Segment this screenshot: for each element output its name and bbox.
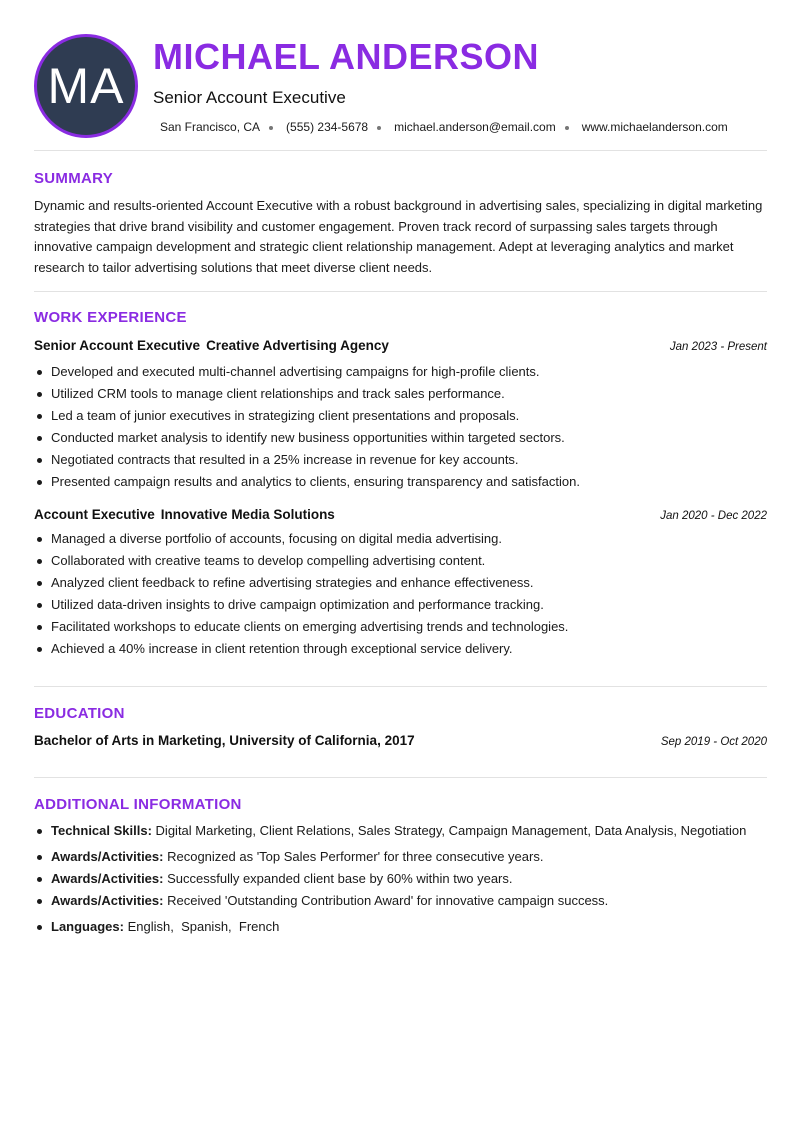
item-text: Received 'Outstanding Contribution Award' for innovative campaign success.: [167, 893, 609, 908]
job-header: [34, 338, 767, 353]
job-title: [34, 338, 389, 353]
list-item: Utilized data-driven insights to drive campaign optimization and performance tracking.: [51, 594, 767, 616]
education-heading: EDUCATION: [34, 705, 125, 722]
item-text: English, Spanish, French: [127, 919, 280, 934]
list-item: Developed and executed multi-channel advertising campaigns for high-profile clients.: [51, 361, 767, 383]
item-label: Awards/Activities:: [51, 849, 164, 864]
job-title: [34, 507, 335, 522]
item-label: Awards/Activities:: [51, 871, 164, 886]
list-item: [51, 868, 767, 890]
contact-location: San Francisco, CA: [160, 120, 261, 134]
summary-text: Dynamic and results-oriented Account Executive with a robust background in advertising sales, specializing in digital marketing strategies that drive brand visibility and customer engagement. Proven track record of surpassing sales targets through innovative campaign development and strategic client relationship management. Adept at leveraging analytics and market research to tailor advertising solutions that meet diverse client needs.: [34, 198, 763, 275]
job-company: Innovative Media Solutions: [160, 507, 335, 522]
list-item: Presented campaign results and analytics to clients, ensuring transparency and satisfaction.: [51, 471, 767, 493]
divider: [34, 686, 767, 687]
separator-dot-icon: [269, 126, 273, 130]
list-item: Negotiated contracts that resulted in a 25% increase in revenue for key accounts.: [51, 449, 767, 471]
avatar-initials: MA: [47, 58, 125, 114]
contact-line: [160, 120, 728, 134]
avatar: [34, 34, 138, 138]
contact-website[interactable]: www.michaelanderson.com: [581, 120, 728, 134]
list-item: [51, 846, 767, 868]
additional-info-list: [51, 820, 767, 938]
list-item: [51, 890, 767, 912]
education-dates: Sep 2019 - Oct 2020: [660, 736, 767, 748]
item-label: Languages:: [51, 919, 124, 934]
job-position: Senior Account Executive: [34, 338, 201, 353]
list-item: [51, 820, 767, 842]
item-text: Successfully expanded client base by 60% within two years.: [167, 871, 513, 886]
list-item: Managed a diverse portfolio of accounts, focusing on digital media advertising.: [51, 528, 767, 550]
item-label: Technical Skills:: [51, 823, 152, 838]
job-dates: Jan 2020 - Dec 2022: [660, 510, 767, 522]
item-text: Recognized as 'Top Sales Performer' for three consecutive years.: [167, 849, 544, 864]
job-header: [34, 507, 767, 522]
divider: [34, 150, 767, 151]
divider: [34, 777, 767, 778]
additional-info-heading: ADDITIONAL INFORMATION: [34, 796, 242, 813]
contact-phone: (555) 234-5678: [286, 120, 369, 134]
job-dates: Jan 2023 - Present: [669, 341, 767, 353]
job-position: Account Executive: [34, 507, 155, 522]
education-entry: [34, 733, 767, 748]
list-item: Utilized CRM tools to manage client relationships and track sales performance.: [51, 383, 767, 405]
list-item: Led a team of junior executives in strategizing client presentations and proposals.: [51, 405, 767, 427]
list-item: Achieved a 40% increase in client retention through exceptional service delivery.: [51, 638, 767, 660]
list-item: [51, 916, 767, 938]
candidate-name: MICHAEL ANDERSON: [153, 36, 540, 77]
candidate-role: Senior Account Executive: [153, 88, 346, 107]
item-text: Digital Marketing, Client Relations, Sales Strategy, Campaign Management, Data Analysis, Negotiation: [155, 823, 747, 838]
list-item: Conducted market analysis to identify new business opportunities within targeted sectors.: [51, 427, 767, 449]
job-bullets: [51, 361, 767, 493]
separator-dot-icon: [565, 126, 569, 130]
divider: [34, 291, 767, 292]
summary-heading: SUMMARY: [34, 170, 114, 187]
job-bullets: [51, 528, 767, 660]
item-label: Awards/Activities:: [51, 893, 164, 908]
separator-dot-icon: [377, 126, 381, 130]
list-item: Collaborated with creative teams to develop compelling advertising content.: [51, 550, 767, 572]
contact-email[interactable]: michael.anderson@email.com: [394, 120, 556, 134]
list-item: Analyzed client feedback to refine advertising strategies and enhance effectiveness.: [51, 572, 767, 594]
job-company: Creative Advertising Agency: [206, 338, 389, 353]
education-degree: Bachelor of Arts in Marketing, University of California, 2017: [34, 733, 415, 748]
list-item: Facilitated workshops to educate clients on emerging advertising trends and technologies.: [51, 616, 767, 638]
work-experience-heading: WORK EXPERIENCE: [34, 309, 187, 326]
